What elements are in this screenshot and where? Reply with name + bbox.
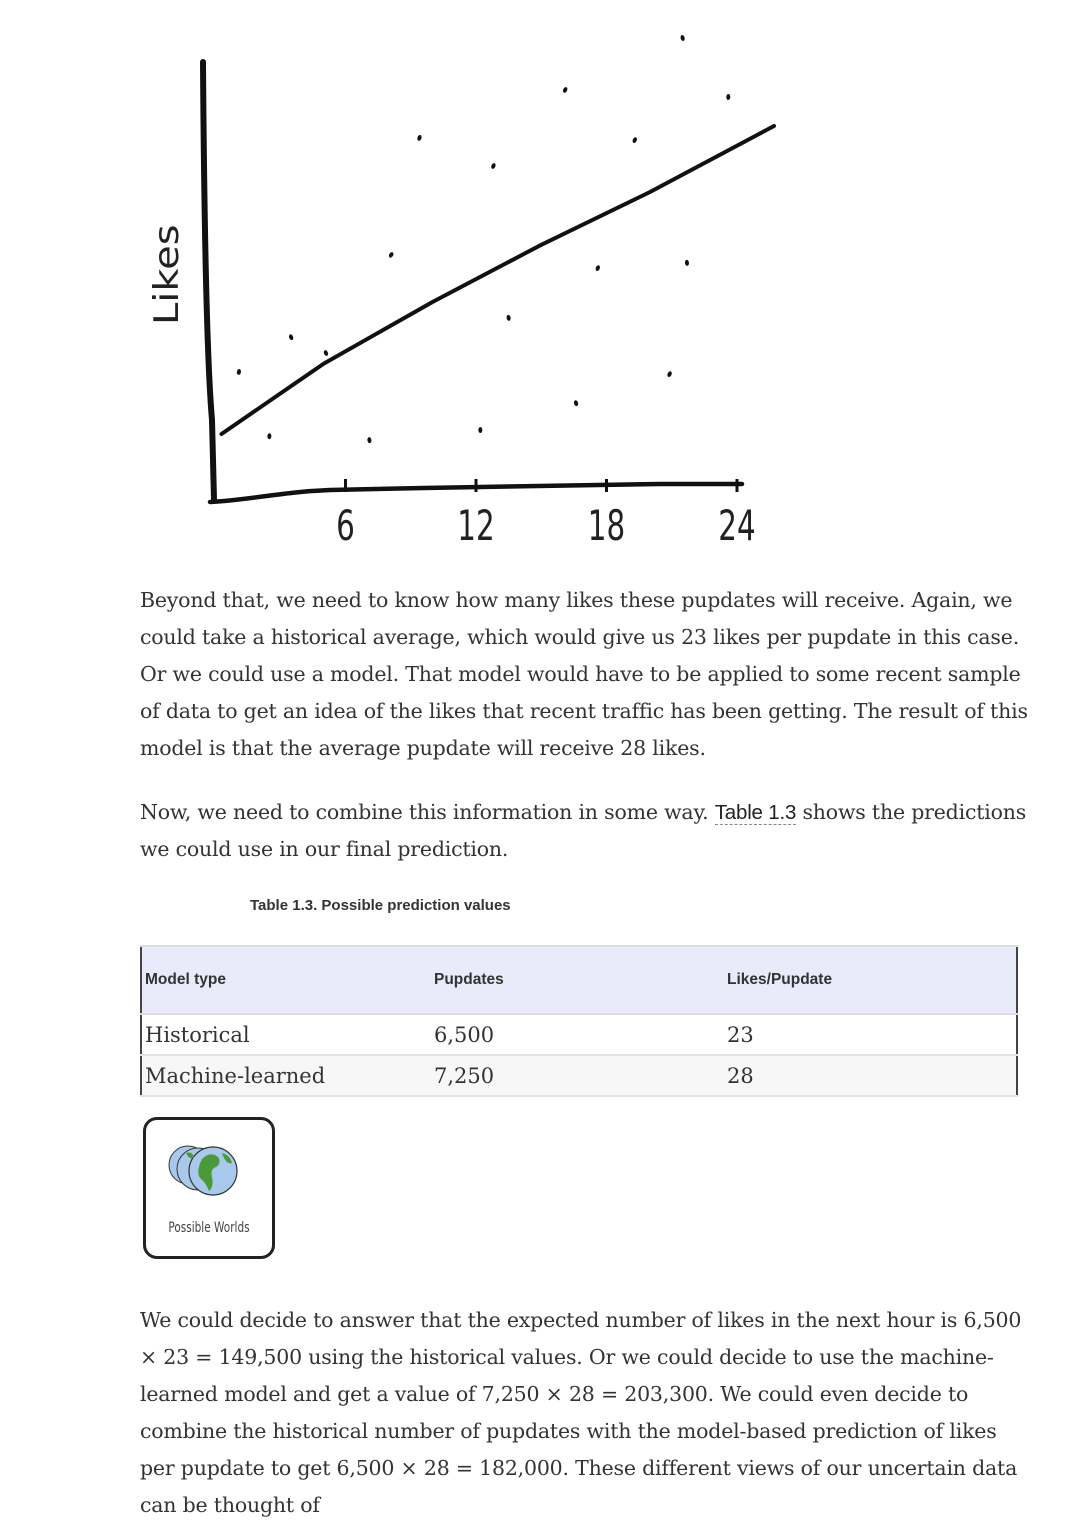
x-tick-label: 18 [587, 500, 626, 551]
table-reference-link[interactable]: Table 1.3 [714, 801, 797, 824]
data-point [573, 400, 578, 407]
paragraph-combine [140, 794, 1030, 868]
likes-scatter-chart [0, 0, 1080, 560]
x-tick-label: 24 [718, 500, 756, 551]
paragraph-likes: Beyond that, we need to know how many likes these pupdates will receive. Again, we could take a historical average, which would give us 23 likes per pupdate in this case. Or we could use a model. That model would have to be applied to some recent sample of data to get an idea of the likes that recent traffic has been getting. The result of this model is that the average pupdate will receive 28 likes. [140, 588, 1028, 760]
x-tick-label: 12 [457, 500, 495, 551]
y-axis [203, 62, 214, 500]
paragraph-possible-worlds: We could decide to answer that the expected number of likes in the next hour is 6,500 × 23 = 149,500 using the historical values. Or we could decide to use the machine-learned model and get a value of 7,250 × 28 = 203,300. We could even decide to combine the historical number of pupdates with the model-based prediction of likes per pupdate to get 6,500 × 28 = 182,000. These different views of our uncertain data can be thought of [140, 1308, 1022, 1517]
data-point [632, 137, 638, 144]
data-point [417, 134, 423, 141]
data-point [685, 260, 690, 266]
data-point [323, 350, 329, 357]
column-header: Likes/Pupdate [724, 946, 1017, 1014]
data-point [388, 251, 394, 258]
data-point [562, 86, 568, 93]
data-point [267, 433, 271, 439]
prediction-table [140, 945, 1018, 1097]
possible-worlds-badge [143, 1117, 275, 1259]
table-cell: 28 [724, 1055, 1017, 1096]
table-cell: Historical [141, 1014, 431, 1055]
table-caption: Table 1.3. Possible prediction values [250, 897, 511, 914]
data-point [288, 334, 294, 341]
x-tick-label: 6 [336, 500, 355, 551]
data-point [726, 94, 730, 100]
paragraph-text: Now, we need to combine this information in some way. [140, 800, 715, 824]
table-cell: 23 [724, 1014, 1017, 1055]
y-axis-label: Likes [146, 224, 187, 325]
data-point [595, 265, 601, 272]
data-point [680, 35, 685, 42]
possible-worlds-label: Possible Worlds [168, 1220, 250, 1236]
table-cell: 7,250 [431, 1055, 724, 1096]
table-cell: Machine-learned [141, 1055, 431, 1096]
data-point [367, 437, 372, 443]
globe-icon [146, 1125, 272, 1215]
data-point [490, 162, 496, 169]
table-row [141, 1014, 1017, 1055]
column-header: Pupdates [431, 946, 724, 1014]
table-cell: 6,500 [431, 1014, 724, 1055]
paragraph-text: shows the predictions we could use in our final prediction. [140, 800, 1027, 861]
data-point [506, 315, 511, 322]
table-row [141, 1055, 1017, 1096]
data-point [236, 369, 241, 376]
data-point [478, 427, 482, 433]
table-header-row [141, 946, 1017, 1014]
data-point [667, 371, 673, 378]
trend-line [222, 126, 775, 434]
column-header: Model type [141, 946, 431, 1014]
